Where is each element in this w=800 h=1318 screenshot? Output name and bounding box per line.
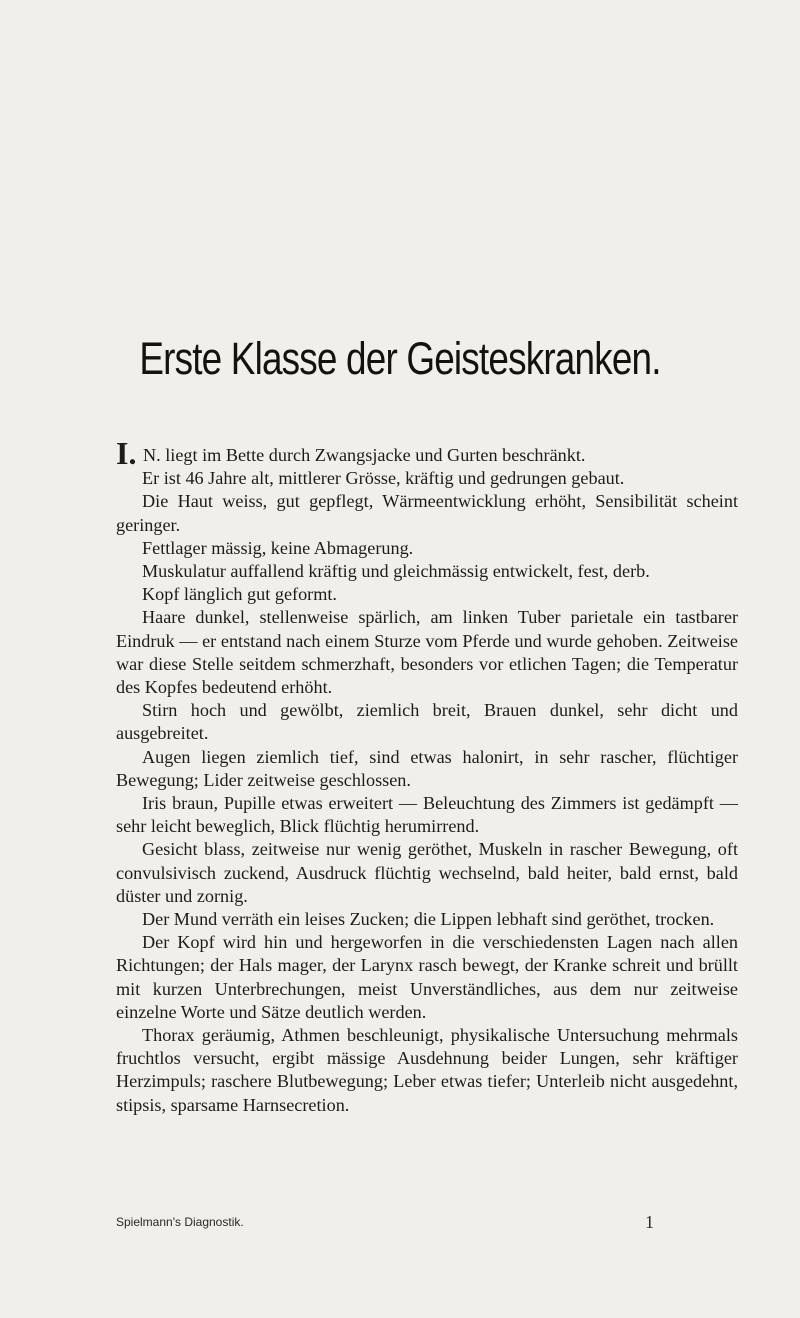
paragraph-10: Iris braun, Pupille etwas erweitert — Beleuchtung des Zimmers ist gedämpft — sehr leicht beweglich, Blick flüchtig herumirrend.: [116, 793, 738, 837]
paragraph-5: Muskulatur auffallend kräftig und gleichmässig entwickelt, fest, derb.: [142, 561, 650, 582]
paragraph-1: [116, 435, 738, 471]
paragraph-11: Gesicht blass, zeitweise nur wenig geröthet, Muskeln in rascher Bewegung, oft convulsivisch zuckend, Ausdruck flüchtig wechselnd, bald heiter, bald ernst, bald düster und zornig.: [116, 839, 738, 906]
paragraph-4: Fettlager mässig, keine Abmagerung.: [142, 537, 414, 558]
paragraph-8: Stirn hoch und gewölbt, ziemlich breit, Brauen dunkel, sehr dicht und ausgebreitet.: [116, 700, 738, 744]
section-numeral: I.: [116, 435, 137, 471]
paragraph-1-text: N. liegt im Bette durch Zwangsjacke und Gurten beschränkt.: [143, 445, 586, 465]
page-footer: [116, 1212, 738, 1232]
running-title: Spielmann's Diagnostik.: [116, 1215, 244, 1229]
paragraph-9: Augen liegen ziemlich tief, sind etwas halonirt, in sehr rascher, flüchtiger Bewegung; Lider zeitweise geschlossen.: [116, 746, 738, 790]
page-title: Erste Klasse der Geisteskranken.: [139, 333, 661, 384]
paragraph-13: Der Kopf wird hin und hergeworfen in die verschiedensten Lagen nach allen Richtungen; der Hals mager, der Larynx rasch bewegt, der Kranke schreit und brüllt mit kurzen Unterbrechungen, meist Unverständliches, aus dem nur zeitweise einzelne Worte und Sätze deutlich werden.: [116, 932, 738, 1022]
paragraph-2: Er ist 46 Jahre alt, mittlerer Grösse, kräftig und gedrungen gebaut.: [142, 468, 625, 489]
paragraph-7: Haare dunkel, stellenweise spärlich, am linken Tuber parietale ein tastbarer Eindruk — er entstand nach einem Sturze vom Pferde und wurde gehoben. Zeitweise war diese Stelle seitdem schmerzhaft, besonders vor etlichen Tagen; die Temperatur des Kopfes bedeutend erhöht.: [116, 607, 738, 698]
paragraph-6: Kopf länglich gut geformt.: [142, 584, 337, 605]
paragraph-12: Der Mund verräth ein leises Zucken; die Lippen lebhaft sind geröthet, trocken.: [142, 909, 715, 930]
document-body: [116, 435, 738, 1117]
paragraph-14: Thorax geräumig, Athmen beschleunigt, physikalische Untersuchung mehrmals fruchtlos versucht, ergibt mässige Ausdehnung beider Lungen, sehr kräftiger Herzimpuls; raschere Blutbewegung; Leber etwas tiefer; Unterleib nicht ausgedehnt, stipsis, sparsame Harnsecretion.: [116, 1025, 738, 1115]
paragraph-3: Die Haut weiss, gut gepflegt, Wärmeentwicklung erhöht, Sensibilität scheint geringer.: [116, 491, 738, 535]
signature-mark: 1: [645, 1212, 654, 1232]
